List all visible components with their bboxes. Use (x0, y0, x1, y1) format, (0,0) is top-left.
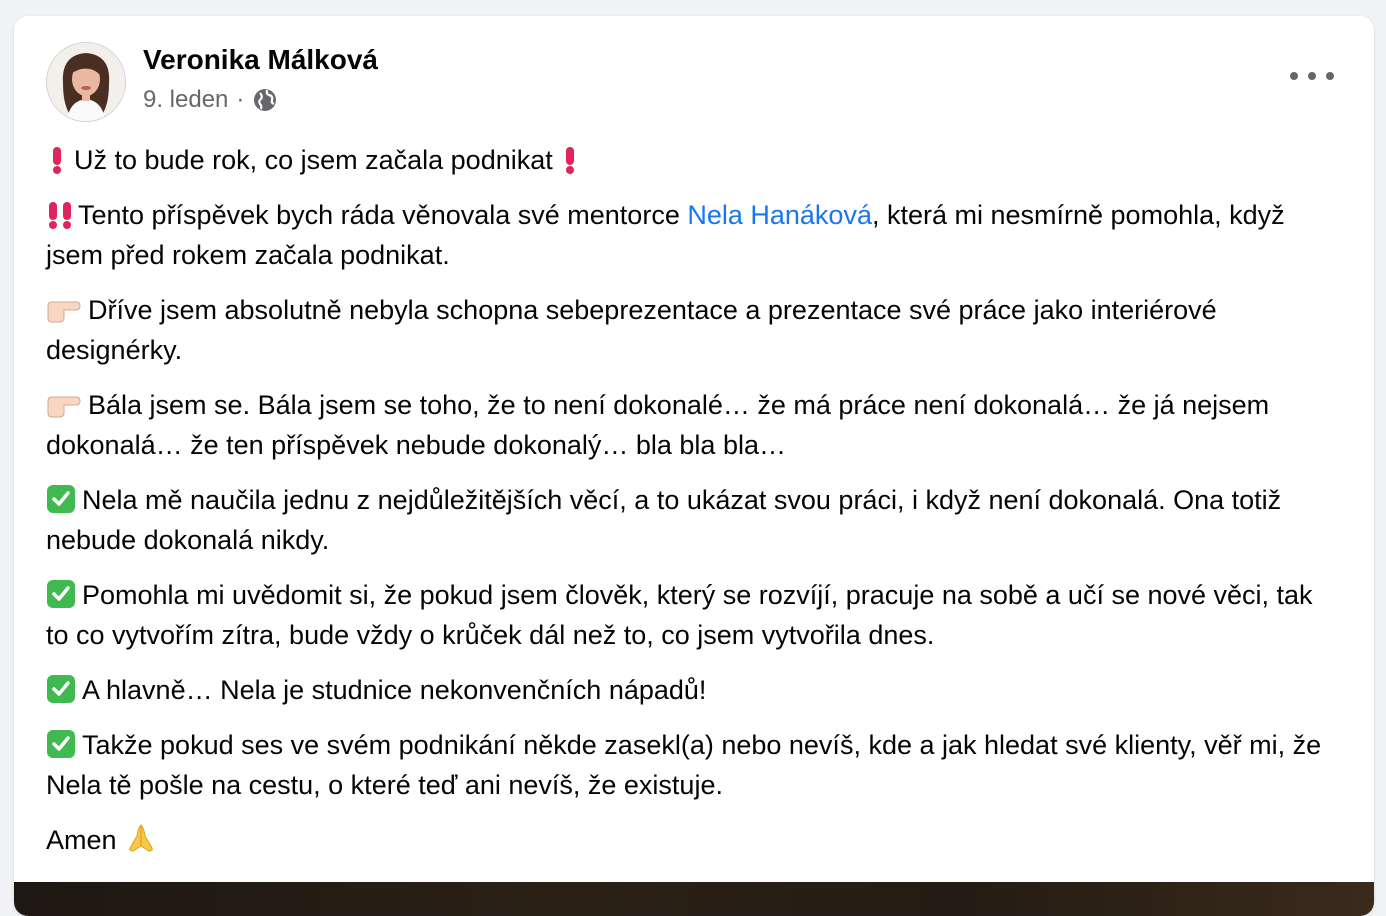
paragraph-text: Bála jsem se. Bála jsem se toho, že to není dokonalé… že má práce není dokonalá… že já nejsem dokonalá… že ten příspěvek nebude dokonalý… bla bla bla… (46, 390, 1270, 460)
paragraph-text: A hlavně… Nela je studnice nekonvenčních nápadů! (82, 675, 707, 705)
pointing-right-icon (46, 298, 82, 324)
dot (1308, 72, 1316, 80)
meta-separator: · (236, 86, 245, 113)
paragraph-text: Dříve jsem absolutně nebyla schopna sebeprezentace a prezentace své práce jako interiérové designérky. (46, 295, 1217, 365)
globe-icon[interactable] (252, 87, 278, 113)
paragraph-text: Pomohla mi uvědomit si, že pokud jsem člověk, který se rozvíjí, pracuje na sobě a učí se nové věci, tak to co vytvořím zítra, bude vždy o krůček dál než to, co jsem vytvořila dnes. (46, 580, 1313, 650)
paragraph-text: Nela mě naučila jednu z nejdůležitějších věcí, a to ukázat svou práci, i když není dokonalá. Ona totiž nebude dokonalá nikdy. (46, 485, 1282, 555)
mention-link[interactable]: Nela Hanáková (687, 200, 872, 230)
post-paragraph (46, 195, 1342, 275)
author-avatar[interactable] (46, 42, 126, 122)
author-name[interactable]: Veronika Málková (143, 44, 379, 75)
post-body (46, 140, 1342, 875)
check-mark-icon (46, 484, 76, 514)
check-mark-icon (46, 674, 76, 704)
dot (1290, 72, 1298, 80)
exclamation-icon (559, 146, 581, 174)
post-paragraph (46, 385, 1342, 465)
post-paragraph (46, 820, 1342, 860)
paragraph-text: Amen (46, 825, 117, 855)
post-paragraph (46, 480, 1342, 560)
post-header (46, 42, 1334, 122)
post-meta (143, 86, 278, 114)
post-paragraph (46, 140, 1342, 180)
post-date[interactable]: 9. leden (143, 86, 229, 113)
pointing-right-icon (46, 393, 82, 419)
post-card (14, 16, 1374, 916)
check-mark-icon (46, 729, 76, 759)
post-paragraph (46, 725, 1342, 805)
dot (1326, 72, 1334, 80)
post-photo[interactable] (14, 882, 1374, 916)
check-mark-icon (46, 579, 76, 609)
paragraph-text: Tento příspěvek bych ráda věnovala své mentorce (78, 200, 688, 230)
exclamation-icon (46, 146, 68, 174)
paragraph-text: Už to bude rok, co jsem začala podnikat (74, 145, 553, 175)
post-paragraph (46, 290, 1342, 370)
double-exclamation-icon (46, 201, 76, 229)
folded-hands-icon (125, 822, 157, 854)
paragraph-text: Takže pokud ses ve svém podnikání někde zasekl(a) nebo nevíš, kde a jak hledat své klienty, věř mi, že Nela tě pošle na cestu, o které teď ani nevíš, že existuje. (46, 730, 1322, 800)
more-options-icon[interactable] (1290, 64, 1334, 88)
paragraph-text: , která mi nesmírně pomohla, když jsem před rokem začala podnikat. (46, 200, 1285, 270)
post-paragraph (46, 575, 1342, 655)
post-paragraph (46, 670, 1342, 710)
